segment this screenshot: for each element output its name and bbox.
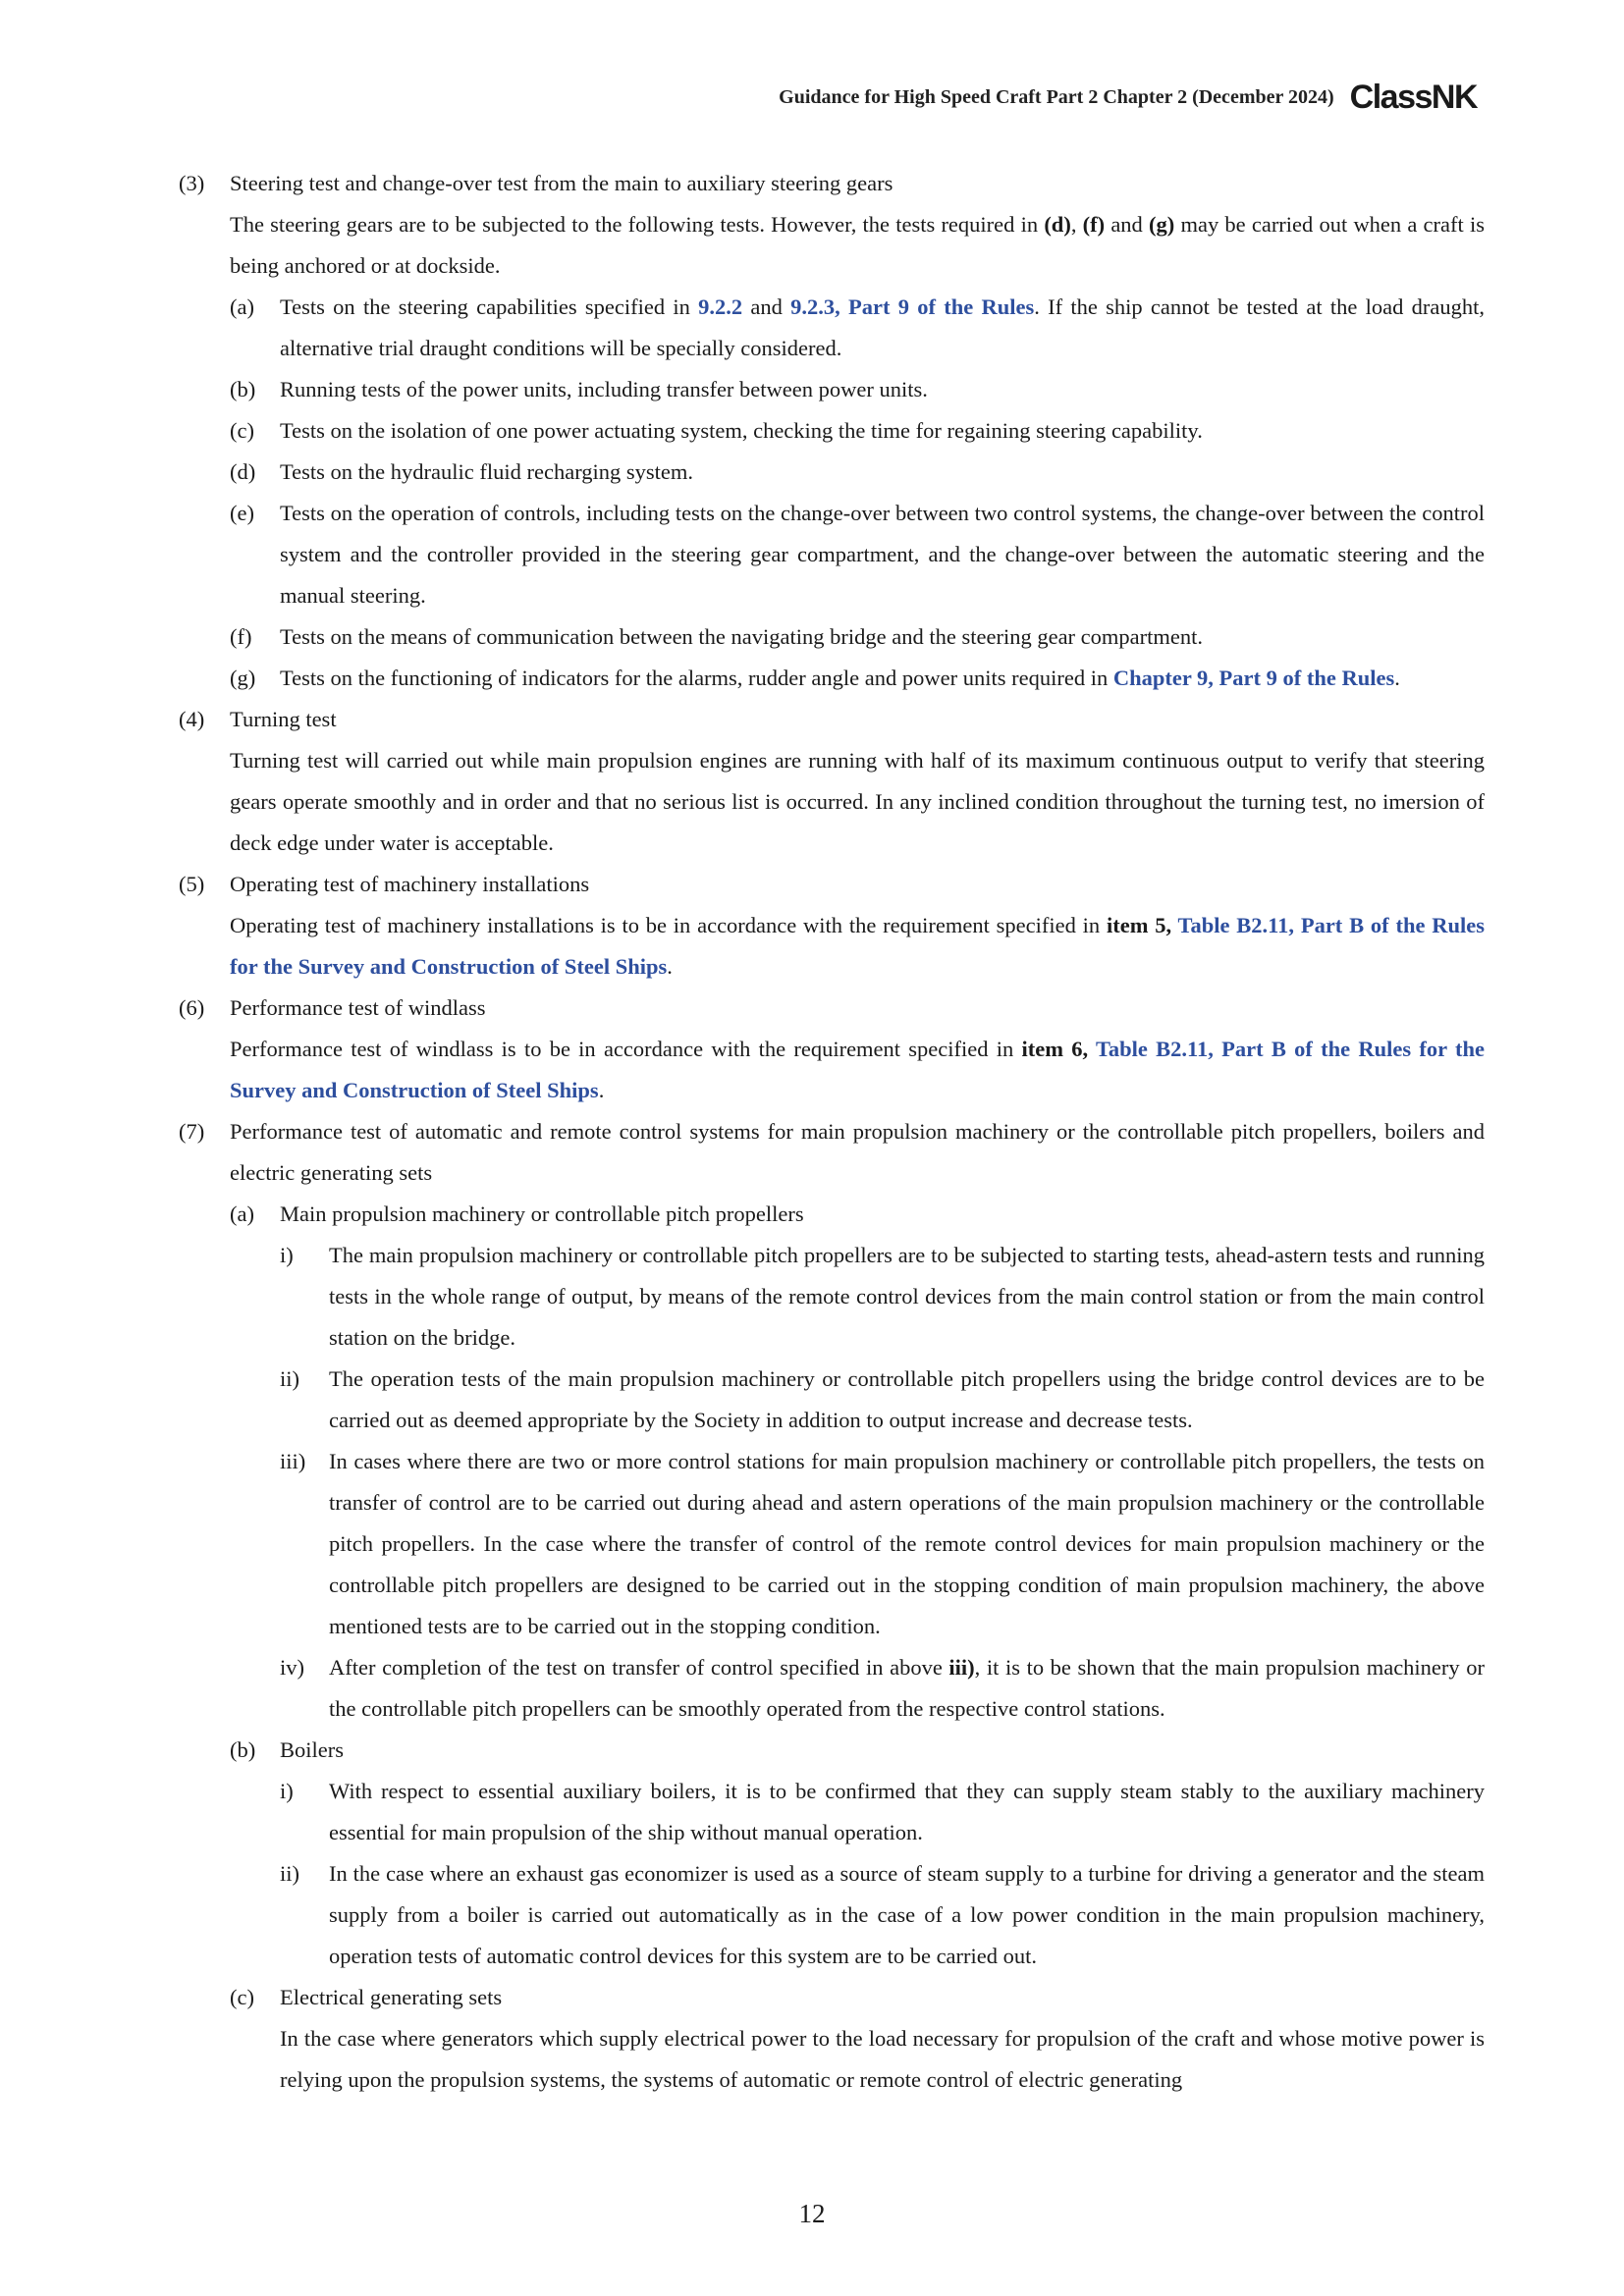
text: In the case where an exhaust gas economizer is used as a source of steam supply to a turbine for driving a generator and the steam supply from a boiler is carried out automatically as in the case of a low power condition in the main propulsion machinery, operation tests of automatic control devices for this system are to be carried out.: [329, 1861, 1485, 1968]
text: Main propulsion machinery or controllable pitch propellers: [280, 1201, 804, 1226]
section-title: Performance test of windlass: [230, 995, 486, 1020]
section-3-heading: [179, 163, 1485, 204]
item-number: ii): [280, 1366, 299, 1391]
item-number: (b): [230, 377, 256, 401]
bold-ref: (f): [1082, 212, 1106, 237]
section-6-heading: [179, 988, 1485, 1029]
text: Running tests of the power units, including transfer between power units.: [280, 377, 928, 401]
text: may be carried out when a craft is being anchored or at dockside.: [230, 212, 1485, 278]
list-item: [179, 493, 1485, 616]
list-item: [179, 1647, 1485, 1730]
list-item: [179, 369, 1485, 410]
text: With respect to essential auxiliary boilers, it is to be confirmed that they can supply steam stably to the auxiliary machinery essential for main propulsion of the ship without manual operation.: [329, 1779, 1485, 1844]
item-number: i): [280, 1243, 294, 1267]
list-item: [179, 287, 1485, 369]
section-4-body: [179, 740, 1485, 864]
text: ,: [1070, 212, 1083, 237]
list-item: [179, 1441, 1485, 1647]
section-title: Turning test: [230, 707, 337, 731]
section-title: Steering test and change-over test from the main to auxiliary steering gears: [230, 171, 893, 195]
item-number: (a): [230, 1201, 254, 1226]
text: Boilers: [280, 1737, 344, 1762]
subsection-body: [179, 2018, 1485, 2101]
text: Tests on the operation of controls, including tests on the change-over between two control systems, the change-over between the control system and the controller provided in the steering gear compartment, and the change-over between the automatic steering and the manual steering.: [280, 501, 1485, 608]
list-item: [179, 616, 1485, 658]
text: The main propulsion machinery or controllable pitch propellers are to be subjected to starting tests, ahead-astern tests and running tests in the whole range of output, by means of the remote control devices from the main control station or from the main control station on the bridge.: [329, 1243, 1485, 1350]
section-number: (5): [179, 872, 205, 896]
rule-link[interactable]: 9.2.3, Part 9 of the Rules: [790, 294, 1035, 319]
section-7-heading: [179, 1111, 1485, 1194]
text: Tests on the steering capabilities specified in: [280, 294, 699, 319]
list-item: [179, 658, 1485, 699]
text: Electrical generating sets: [280, 1985, 503, 2009]
item-number: i): [280, 1779, 294, 1803]
section-title: Performance test of automatic and remote control systems for main propulsion machinery or the controllable pitch propellers, boilers and electric generating sets: [230, 1119, 1485, 1185]
section-5-body: [179, 905, 1485, 988]
bold-ref: (d): [1044, 212, 1071, 237]
list-item: [179, 452, 1485, 493]
item-number: ii): [280, 1861, 299, 1886]
list-item: [179, 1771, 1485, 1853]
item-number: (d): [230, 459, 256, 484]
text: .: [598, 1078, 605, 1102]
item-number: iii): [280, 1449, 306, 1473]
text: Tests on the hydraulic fluid recharging system.: [280, 459, 694, 484]
section-6-body: [179, 1029, 1485, 1111]
list-item: [179, 410, 1485, 452]
section-number: (6): [179, 995, 205, 1020]
section-number: (4): [179, 707, 205, 731]
text: Tests on the functioning of indicators for the alarms, rudder angle and power units required in: [280, 666, 1113, 690]
text: In the case where generators which supply electrical power to the load necessary for propulsion of the craft and whose motive power is relying upon the propulsion systems, the systems of automatic or remote control of electric generating: [280, 2026, 1485, 2092]
item-number: (g): [230, 666, 256, 690]
text: , it is to be shown that the main propulsion machinery or the controllable pitch propellers can be smoothly operated from the respective control stations.: [329, 1655, 1485, 1721]
bold-ref: item 5,: [1106, 913, 1178, 937]
text: .: [1394, 666, 1400, 690]
section-number: (3): [179, 171, 205, 195]
text: Performance test of windlass is to be in accordance with the requirement specified in: [230, 1037, 1022, 1061]
page-header: [779, 79, 1477, 117]
rule-link[interactable]: Table B2.11, Part B of the Rules for the Survey and Construction of Steel Ships: [230, 1037, 1485, 1102]
text: In cases where there are two or more control stations for main propulsion machinery or controllable pitch propellers, the tests on transfer of control are to be carried out during ahead and astern operations of the main propulsion machinery or the controllable pitch propellers. In the case where the transfer of control of the remote control devices for main propulsion machinery or the controllable pitch propellers are designed to be carried out in the stopping condition of main propulsion machinery, the above mentioned tests are to be carried out in the stopping condition.: [329, 1449, 1485, 1638]
list-item: [179, 1853, 1485, 1977]
text: After completion of the test on transfer of control specified in above: [329, 1655, 949, 1680]
text: . If the ship cannot be tested at the load draught, alternative trial draught conditions will be specially considered.: [280, 294, 1485, 360]
section-5-heading: [179, 864, 1485, 905]
rule-link[interactable]: Table B2.11, Part B of the Rules for the Survey and Construction of Steel Ships: [230, 913, 1485, 979]
bold-ref: iii): [948, 1655, 975, 1680]
text: Tests on the means of communication between the navigating bridge and the steering gear compartment.: [280, 624, 1204, 649]
section-4-heading: [179, 699, 1485, 740]
section-title: Operating test of machinery installations: [230, 872, 590, 896]
section-3-intro: [179, 204, 1485, 287]
text: Turning test will carried out while main propulsion engines are running with half of its maximum continuous output to verify that steering gears operate smoothly and in order and that no serious list is occurred. In any inclined condition throughout the turning test, no imersion of deck edge under water is acceptable.: [230, 748, 1485, 855]
section-number: (7): [179, 1119, 205, 1144]
classnk-logo: ClassNK: [1349, 79, 1477, 116]
rule-link[interactable]: 9.2.2: [698, 294, 743, 319]
text: The steering gears are to be subjected to the following tests. However, the tests required in: [230, 212, 1045, 237]
page-number: 12: [798, 2199, 826, 2228]
item-number: (a): [230, 294, 254, 319]
subsection-heading: [179, 1194, 1485, 1235]
text: Operating test of machinery installations is to be in accordance with the requirement specified in: [230, 913, 1107, 937]
item-number: (c): [230, 418, 254, 443]
list-item: [179, 1235, 1485, 1359]
item-number: (f): [230, 624, 252, 649]
text: .: [667, 954, 673, 979]
item-number: iv): [280, 1655, 304, 1680]
item-number: (b): [230, 1737, 256, 1762]
header-title: Guidance for High Speed Craft Part 2 Chapter 2 (December 2024): [779, 86, 1334, 108]
text: and: [742, 294, 791, 319]
list-item: [179, 1359, 1485, 1441]
item-number: (e): [230, 501, 254, 525]
text: The operation tests of the main propulsion machinery or controllable pitch propellers using the bridge control devices are to be carried out as deemed appropriate by the Society in addition to output increase and decrease tests.: [329, 1366, 1485, 1432]
text: and: [1105, 212, 1150, 237]
rule-link[interactable]: Chapter 9, Part 9 of the Rules: [1112, 666, 1395, 690]
text: Tests on the isolation of one power actuating system, checking the time for regaining steering capability.: [280, 418, 1203, 443]
bold-ref: item 6,: [1021, 1037, 1096, 1061]
subsection-heading: [179, 1730, 1485, 1771]
page-content: [179, 163, 1485, 2101]
bold-ref: (g): [1149, 212, 1175, 237]
subsection-heading: [179, 1977, 1485, 2018]
item-number: (c): [230, 1985, 254, 2009]
